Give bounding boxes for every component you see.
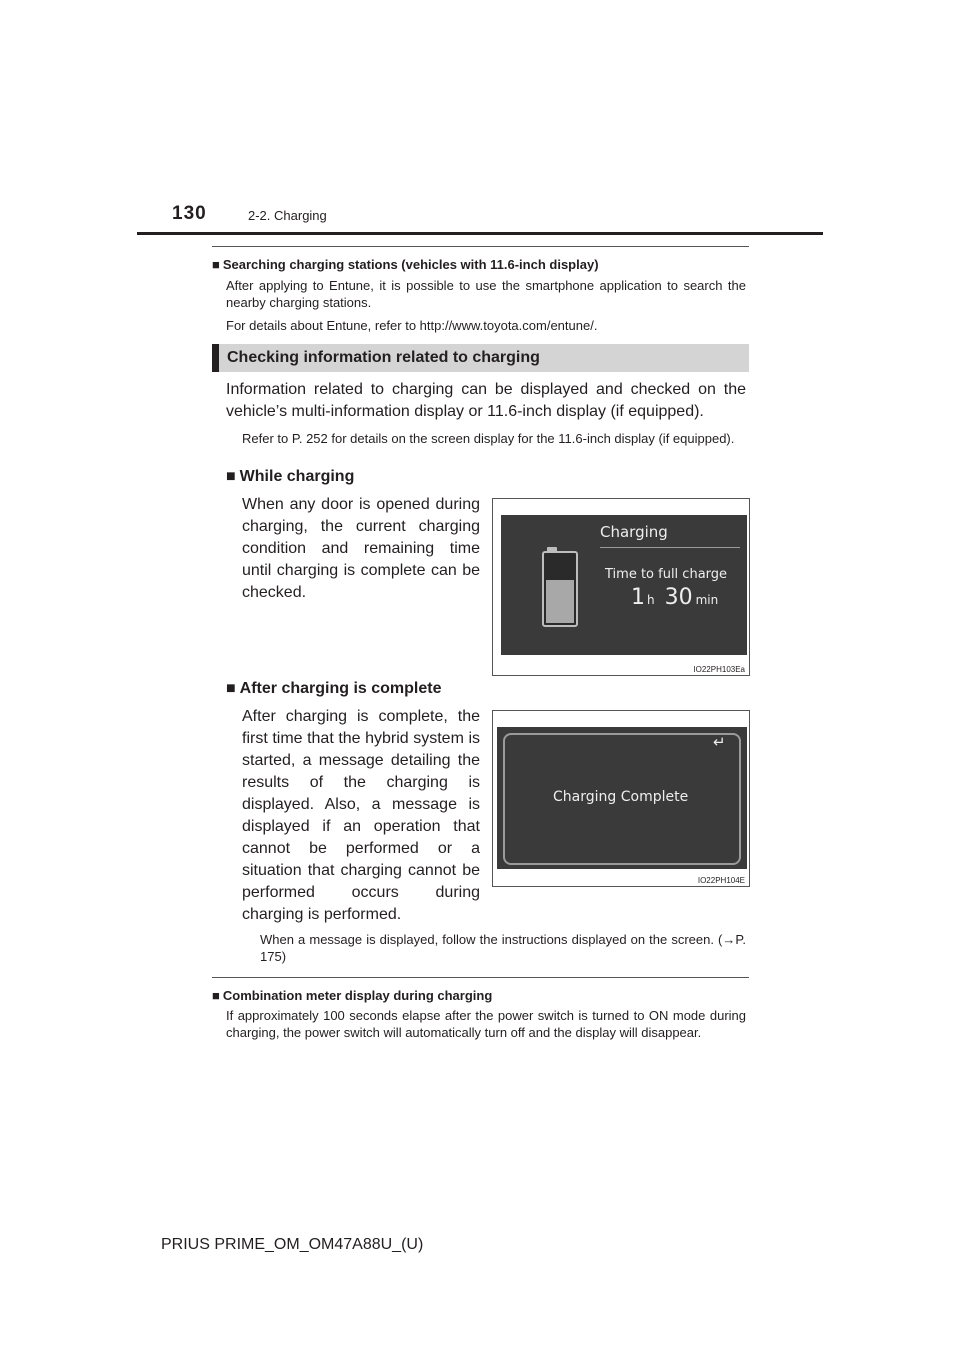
after-charging-note: When a message is displayed, follow the instructions displayed on the screen. (→P. 175)	[260, 932, 746, 964]
subheading-after-charging: ■ After charging is complete	[226, 680, 442, 697]
display-screen	[497, 727, 747, 869]
screen-divider	[600, 547, 740, 548]
banner-title: Checking information related to charging	[227, 349, 540, 366]
return-arrow-icon: ↵	[713, 733, 726, 751]
section-banner	[212, 344, 749, 372]
square-bullet-icon: ■	[212, 257, 220, 272]
note-divider	[212, 246, 749, 247]
figure-complete-screen	[492, 710, 750, 887]
note-paragraph: If approximately 100 seconds elapse after the power switch is turned to ON mode during charging, the power switch will automatically turn off and the display will disappear.	[226, 1008, 746, 1040]
note-title-combination: ■ Combination meter display during charging	[212, 988, 493, 1003]
banner-bar	[212, 344, 219, 372]
subheading-while-charging: ■ While charging	[226, 468, 355, 485]
display-screen	[501, 515, 747, 655]
time-label: Time to full charge	[605, 567, 728, 582]
figure-code: IO22PH104E	[697, 876, 745, 885]
note-divider	[212, 977, 749, 978]
footer-model-code: PRIUS PRIME_OM_OM47A88U_(U)	[161, 1236, 424, 1253]
battery-fill	[546, 580, 574, 623]
after-charging-text: After charging is complete, the first time that the hybrid system is started, a message detailing the results of the charging is displayed. Also, a message is displayed if an operation that cannot be performed or a situation that charging cannot be performed occurs during charging is performed.	[242, 708, 480, 923]
note-paragraph: For details about Entune, refer to http://www.toyota.com/entune/.	[226, 318, 598, 333]
figure-code: IO22PH103Ea	[693, 665, 745, 674]
note-title-searching: ■ Searching charging stations (vehicles with 11.6-inch display)	[212, 257, 599, 272]
intro-text: Information related to charging can be displayed and checked on the vehicle’s multi-information display or 11.6-inch display (if equipped).	[226, 381, 746, 420]
while-charging-text: When any door is opened during charging, the current charging condition and remaining time until charging is complete can be checked.	[242, 496, 480, 601]
intro-reference: Refer to P. 252 for details on the screen display for the 11.6-inch display (if equipped).	[242, 431, 735, 446]
page-number: 130	[172, 203, 207, 224]
header-rule	[137, 232, 823, 235]
screen-title: Charging	[600, 523, 668, 541]
battery-icon	[542, 551, 578, 627]
square-bullet-icon: ■	[212, 988, 220, 1003]
square-bullet-icon: ■	[226, 468, 236, 485]
complete-message: Charging Complete	[553, 789, 689, 805]
section-title: 2-2. Charging	[248, 208, 327, 223]
remaining-time: 1 h 30 min	[631, 585, 719, 610]
figure-charging-screen	[492, 498, 750, 676]
square-bullet-icon: ■	[226, 680, 236, 697]
note-paragraph: After applying to Entune, it is possible to use the smartphone application to search the nearby charging stations.	[226, 278, 746, 310]
